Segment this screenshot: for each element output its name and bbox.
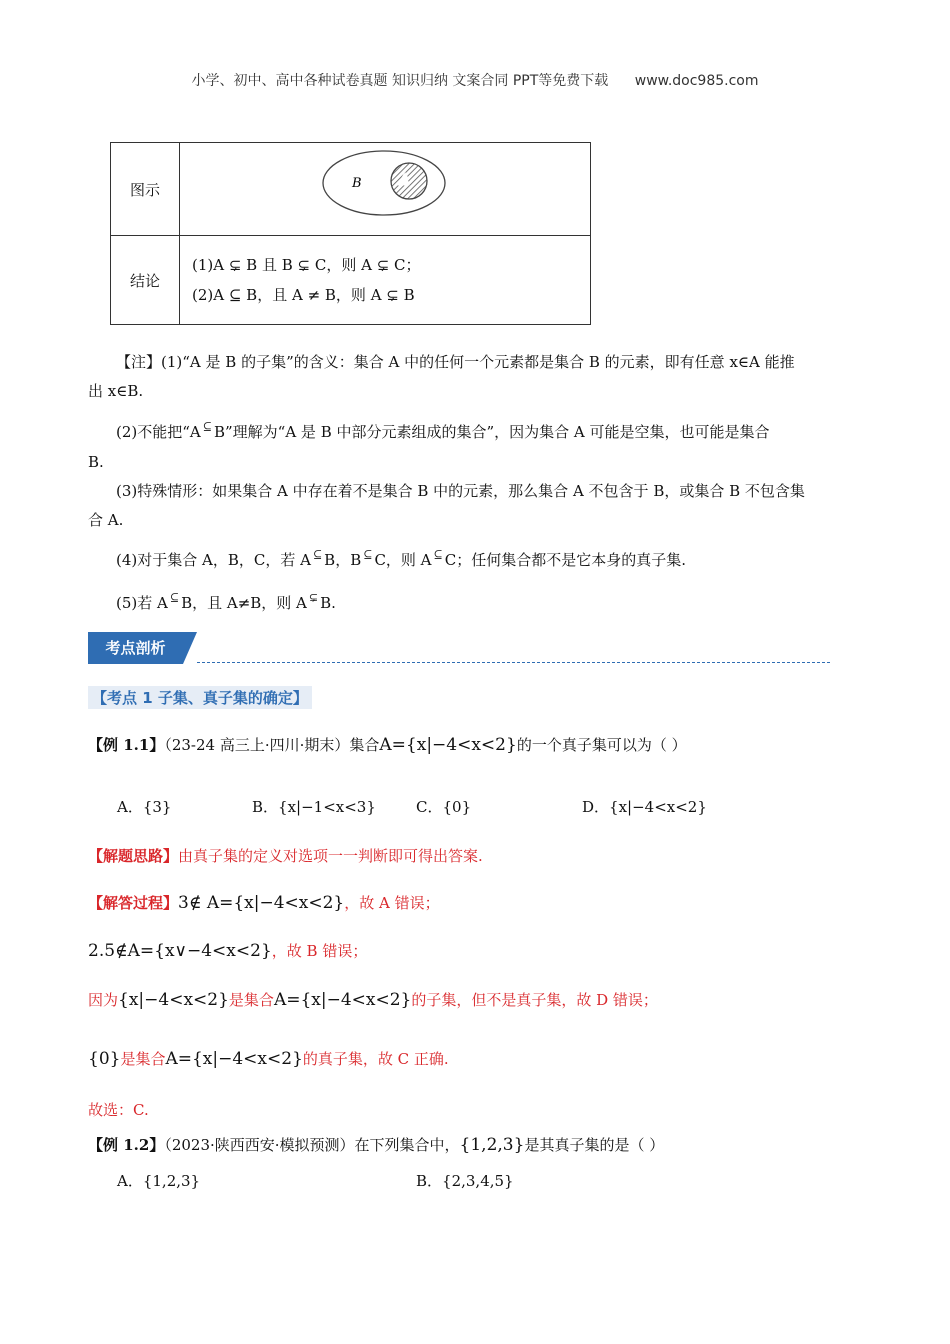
note-p1: 【注】(1)“A 是 B 的子集”的含义：集合 A 中的任何一个元素都是集合 B 的元素，即有任意 x∈A 能推 xyxy=(116,353,795,371)
ex1-answer: 故选：C. xyxy=(88,1101,149,1119)
ex2-tail: 是其真子集的是（ ） xyxy=(524,1136,665,1154)
ex1-option-b: B．{x|−1<x<3} xyxy=(252,798,376,816)
ex1-option-a: A．{3} xyxy=(117,798,172,816)
proc2-tail: ，故 B 错误； xyxy=(271,942,368,960)
ex1-option-d: D．{x|−4<x<2} xyxy=(582,798,707,816)
proc1-math: 3∉ A={x|−4<x<2} xyxy=(178,893,345,913)
venn-inner-a xyxy=(391,163,427,199)
ex1-math: A={x|−4<x<2} xyxy=(379,735,517,755)
ex1-process-1 xyxy=(88,892,440,913)
ex1-process-4 xyxy=(88,1048,449,1069)
proc3-math-1: {x|−4<x<2} xyxy=(118,990,229,1010)
conclusion-cell xyxy=(180,236,591,325)
process-label: 【解答过程】 xyxy=(88,894,179,912)
ex1-process-2 xyxy=(88,940,367,961)
venn-diagram xyxy=(180,143,590,231)
proc4-math-2: A={x|−4<x<2} xyxy=(165,1049,303,1069)
proc2-math: 2.5∉A={x∨−4<x<2} xyxy=(88,941,272,961)
note-p4-block xyxy=(88,546,864,576)
kaodian-1-title: 【考点 1 子集、真子集的确定】 xyxy=(88,686,312,709)
ex1-source: （23-24 高三上·四川·期末）集合 xyxy=(164,736,380,754)
ex2-math: {1,2,3} xyxy=(459,1135,525,1155)
example-1-2 xyxy=(88,1134,664,1155)
ex1-label: 【例 1.1】 xyxy=(88,736,165,754)
ex1-tail: 的一个真子集可以为（ ） xyxy=(516,736,687,754)
proc3-math-2: A={x|−4<x<2} xyxy=(273,990,412,1010)
banner-cut xyxy=(183,632,197,664)
header-site: www.doc985.com xyxy=(634,73,759,89)
banner-label: 考点剖析 xyxy=(88,632,183,664)
proc3-b: 是集合 xyxy=(228,991,274,1009)
proc4-math-1: {0} xyxy=(88,1049,121,1069)
example-1-1 xyxy=(88,734,687,755)
proc4-b: 的真子集，故 C 正确. xyxy=(302,1050,449,1068)
page-header xyxy=(0,70,950,90)
note-p3-cont: 合 A. xyxy=(88,511,124,529)
thinking-label: 【解题思路】 xyxy=(88,847,179,865)
note-p1-cont: 出 x∈B. xyxy=(88,382,144,400)
note-p2: (2)不能把“A ⊆ B”理解为“A 是 B 中部分元素组成的集合”，因为集合 A 可能是空集，也可能是集合 xyxy=(116,420,770,441)
venn-label-a: A xyxy=(400,173,409,187)
ex2-label: 【例 1.2】 xyxy=(88,1136,165,1154)
banner-dashed-line xyxy=(197,662,830,663)
note-p2-cont: B. xyxy=(88,453,104,471)
ex1-process-3 xyxy=(88,989,658,1010)
proc1-tail: ，故 A 错误； xyxy=(344,894,440,912)
subset-table xyxy=(110,142,591,325)
ex2-option-a: A．{1,2,3} xyxy=(117,1172,201,1190)
header-text: 小学、初中、高中各种试卷真题 知识归纳 文案合同 PPT等免费下载 xyxy=(191,73,609,89)
note-p5-block xyxy=(88,589,864,619)
ex2-option-b: B．{2,3,4,5} xyxy=(416,1172,514,1190)
proc3-c: 的子集，但不是真子集，故 D 错误； xyxy=(411,991,658,1009)
proc4-a: 是集合 xyxy=(120,1050,166,1068)
note-p3: (3)特殊情形：如果集合 A 中存在着不是集合 B 中的元素，那么集合 A 不包含于 B，或集合 B 不包含集 xyxy=(116,482,805,500)
venn-cell xyxy=(180,143,591,236)
conclusion-1: (1)A ⊊ B 且 B ⊊ C，则 A ⊊ C； xyxy=(192,256,421,274)
conclusion-2: (2)A ⊆ B，且 A ≠ B，则 A ⊊ B xyxy=(192,286,415,304)
section-banner xyxy=(88,632,830,664)
venn-label-b: B xyxy=(352,176,362,191)
thinking-text: 由真子集的定义对选项一一判断即可得出答案. xyxy=(178,847,483,865)
note-section xyxy=(88,348,864,406)
note-p2-block xyxy=(88,418,864,477)
row-label-conclusion: 结论 xyxy=(111,236,180,325)
ex1-thinking xyxy=(88,845,483,866)
note-p3-block xyxy=(88,477,864,535)
proc3-a: 因为 xyxy=(88,991,119,1009)
note-p5: (5)若 A ⊆ B，且 A≠B，则 A ⊊ B. xyxy=(116,591,336,612)
ex2-source: （2023·陕西西安·模拟预测）在下列集合中， xyxy=(164,1136,460,1154)
ex1-option-c: C．{0} xyxy=(416,798,472,816)
row-label-diagram: 图示 xyxy=(111,143,180,236)
note-p4: (4)对于集合 A，B，C，若 A ⊆ B，B ⊆ C，则 A ⊆ C；任何集合都不是它本身的真子集. xyxy=(116,548,686,569)
